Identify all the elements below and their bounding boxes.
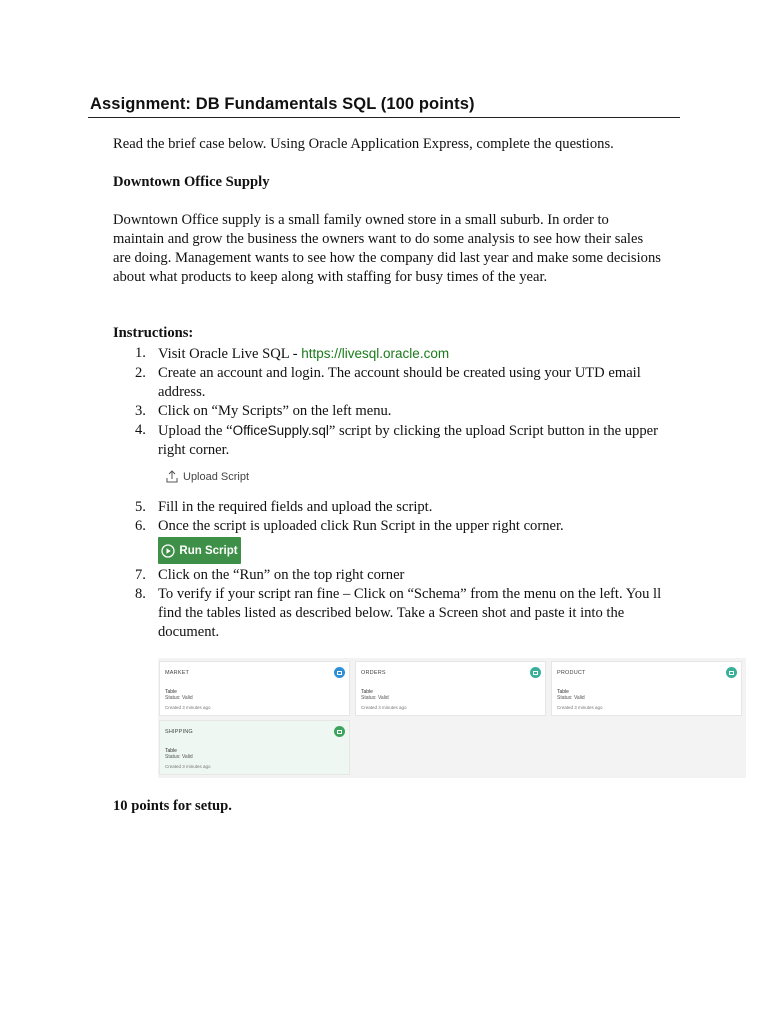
schema-screenshot (158, 658, 746, 778)
title-underline (88, 117, 680, 118)
livesql-link[interactable]: https://livesql.oracle.com (301, 346, 450, 361)
upload-script-button[interactable] (165, 466, 265, 488)
setup-points-note: 10 points for setup. (113, 798, 232, 814)
case-title: Downtown Office Supply (113, 174, 270, 190)
table-icon (530, 667, 541, 678)
schema-card-shipping[interactable]: SHIPPING Table Status: Valid Created 3 minutes ago (159, 720, 350, 775)
upload-icon (165, 470, 179, 484)
instructions-heading: Instructions: (113, 325, 194, 341)
step-3: 3. Click on “My Scripts” on the left menu. (135, 403, 392, 419)
run-script-button[interactable] (158, 537, 241, 564)
table-icon (334, 667, 345, 678)
schema-card-orders[interactable]: ORDERS Table Status: Valid Created 3 minutes ago (355, 661, 546, 716)
play-circle-icon (161, 544, 175, 558)
step-7: 7. Click on the “Run” on the top right corner (135, 567, 405, 583)
step-6: 6. Once the script is uploaded click Run Script in the upper right corner. (135, 518, 564, 534)
intro-paragraph: Read the brief case below. Using Oracle Application Express, complete the questions. (113, 136, 614, 152)
script-filename: OfficeSupply.sql (232, 423, 329, 438)
table-icon (334, 726, 345, 737)
instruction-list (113, 344, 673, 642)
schema-card-market[interactable]: MARKET Table Status: Valid Created 3 minutes ago (159, 661, 350, 716)
schema-card-product[interactable]: PRODUCT Table Status: Valid Created 3 minutes ago (551, 661, 742, 716)
step-2: 2. Create an account and login. The account should be created using your UTD email address. (135, 365, 641, 400)
case-description: Downtown Office supply is a small family owned store in a small suburb. In order to maintain and grow the business the owners want to do some analysis to see how their sales are doing. Management wants to see how the company did last year and make some decisions about what products to keep along with staffing for busy times of the year. (113, 212, 661, 285)
assignment-title: Assignment: DB Fundamentals SQL (100 points) (90, 95, 475, 113)
table-icon (726, 667, 737, 678)
upload-script-label: Upload Script (183, 471, 250, 483)
step-5: 5. Fill in the required fields and upload the script. (135, 499, 433, 515)
step-1: 1. Visit Oracle Live SQL - https://livesql.oracle.com (135, 345, 450, 362)
run-script-label: Run Script (179, 544, 238, 557)
step-8: 8. To verify if your script ran fine – Click on “Schema” from the menu on the left. You ll find the tables listed as described below. Take a Screen shot and paste it into the document. (135, 586, 662, 640)
step-4: 4. Upload the “OfficeSupply.sql” script by clicking the upload Script button in the upper right corner. (135, 422, 658, 458)
